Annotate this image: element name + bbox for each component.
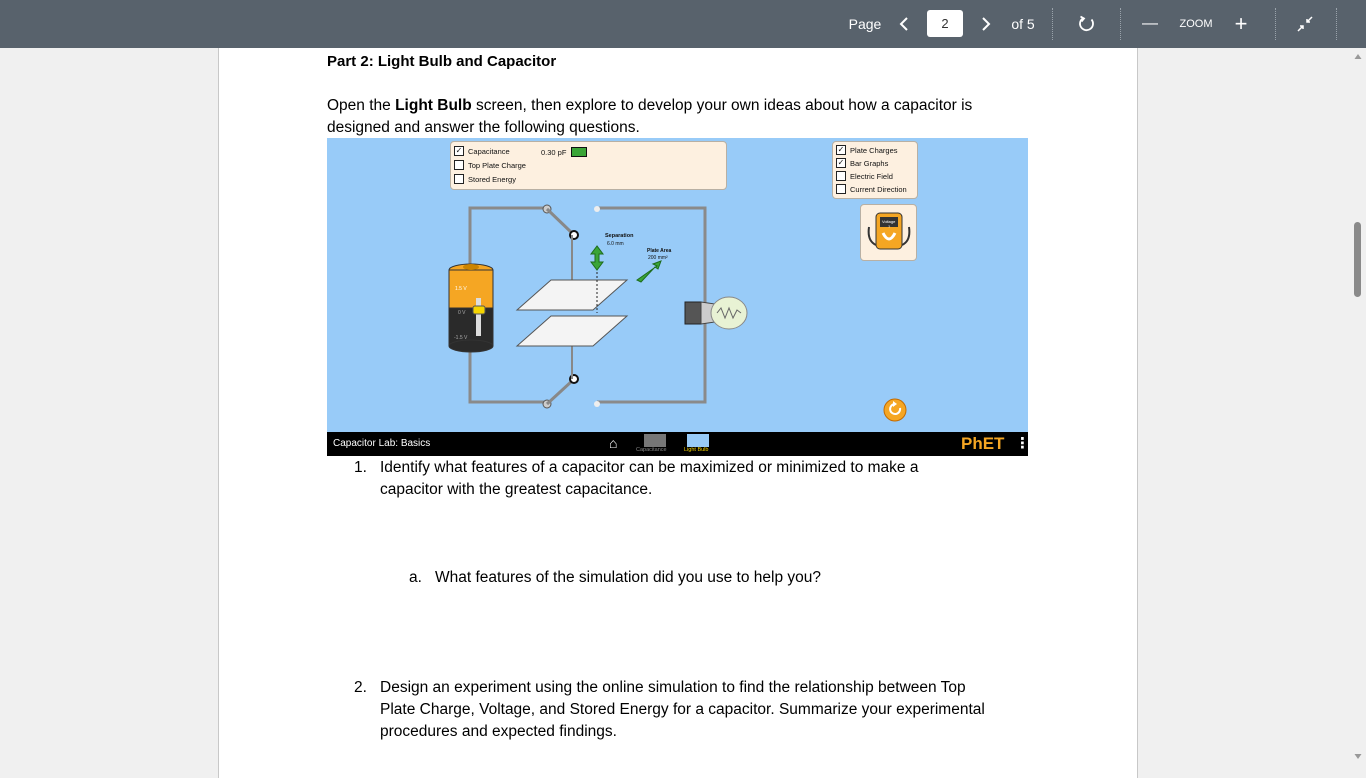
battery-voltage-mid: 0 V: [458, 310, 466, 316]
question-line: Design an experiment using the online simulation to find the relationship between Top: [380, 679, 966, 696]
collapse-icon: [1296, 15, 1314, 33]
checkbox-label: Bar Graphs: [850, 158, 889, 168]
checkbox-label: Top Plate Charge: [468, 160, 526, 170]
checkbox-label: Electric Field: [850, 171, 893, 181]
page-label: Page: [848, 16, 882, 32]
question-number: 1.: [354, 459, 367, 476]
capacitor-lab-simulation: [327, 138, 1028, 456]
intro-paragraph: [327, 95, 1027, 139]
battery-voltage-top: 1.5 V: [455, 286, 467, 292]
document-viewport: [0, 48, 1366, 768]
section-heading: Part 2: Light Bulb and Capacitor: [327, 53, 557, 70]
separation-arrow[interactable]: [591, 246, 603, 270]
intro-text: screen, then explore to develop your own ideas about how a capacitor is: [471, 97, 973, 114]
voltmeter-label: Voltage: [882, 219, 896, 224]
intro-text: Open the: [327, 97, 396, 114]
checkbox-check-icon: ✓: [837, 145, 845, 154]
question-number: 2.: [354, 679, 367, 696]
separation-value: 6.0 mm: [607, 241, 624, 247]
bottom-plate: [517, 316, 627, 346]
plate-area-arrow[interactable]: [637, 261, 661, 282]
question-number: a.: [409, 569, 422, 586]
rotate-icon: [1077, 14, 1097, 34]
home-icon[interactable]: ⌂: [609, 435, 618, 451]
intro-text: designed and answer the following questions.: [327, 119, 640, 136]
separation-label: Separation: [605, 233, 634, 239]
chevron-right-icon: [980, 16, 992, 32]
checkbox-label: Stored Energy: [468, 174, 516, 184]
checkbox-check-icon: ✓: [837, 158, 845, 167]
question-text: [380, 677, 985, 743]
question-2: [354, 677, 1034, 743]
checkbox-label: Current Direction: [850, 184, 907, 194]
light-bulb-screen-icon[interactable]: [687, 434, 709, 447]
light-bulb: [685, 297, 747, 329]
phet-menu-icon[interactable]: ⋮: [1015, 435, 1030, 452]
question-1a: [409, 567, 909, 589]
toolbar-divider: [1275, 8, 1276, 40]
screen-label-light-bulb[interactable]: Light Bulb: [684, 447, 709, 453]
checkbox-check-icon: ✓: [455, 146, 463, 155]
toolbar-divider: [1336, 8, 1337, 40]
checkbox-label: Capacitance: [468, 146, 510, 156]
next-page-button[interactable]: [975, 0, 997, 48]
reset-button[interactable]: [884, 399, 906, 421]
switch-top[interactable]: [543, 205, 600, 288]
zoom-label: ZOOM: [1179, 18, 1213, 30]
vertical-scrollbar[interactable]: [1350, 48, 1366, 768]
sim-title: Capacitor Lab: Basics: [333, 438, 431, 449]
question-1: [354, 457, 994, 501]
question-line: Identify what features of a capacitor can be maximized or minimized to make a: [380, 459, 919, 476]
scrollbar-thumb[interactable]: [1354, 222, 1361, 297]
page-number-input[interactable]: 2: [927, 10, 963, 37]
viewer-toolbar: [0, 0, 1366, 48]
phet-logo: PhET: [961, 434, 1005, 453]
page-count: of 5: [1011, 16, 1035, 32]
question-text: [380, 457, 918, 501]
document-page: [218, 48, 1138, 778]
sim-navigation-bar: [327, 432, 1028, 456]
question-line: capacitor with the greatest capacitance.: [380, 481, 653, 498]
chevron-left-icon: [898, 16, 910, 32]
plate-area-label: Plate Area: [647, 248, 672, 254]
battery-voltage-bottom: -1.5 V: [454, 335, 468, 341]
checkbox-label: Plate Charges: [850, 145, 898, 155]
circuit-diagram: [327, 138, 1028, 456]
toolbar-divider: [1052, 8, 1053, 40]
zoom-in-button[interactable]: +: [1234, 11, 1248, 36]
prev-page-button[interactable]: [893, 0, 915, 48]
toolbar-divider: [1120, 8, 1121, 40]
capacitance-value: 0.30 pF: [541, 147, 567, 157]
top-plate[interactable]: [517, 280, 627, 310]
scroll-up-arrow-icon[interactable]: [1355, 54, 1362, 59]
scrollbar-graphics: [1350, 48, 1366, 768]
zoom-out-button[interactable]: —: [1142, 15, 1158, 32]
switch-bottom[interactable]: [543, 338, 600, 408]
collapse-button[interactable]: [1293, 0, 1317, 48]
capacitance-screen-icon[interactable]: [644, 434, 666, 447]
rotate-button[interactable]: [1074, 0, 1100, 48]
scroll-down-arrow-icon[interactable]: [1355, 754, 1362, 759]
intro-bold: Light Bulb: [395, 97, 472, 114]
screen-label-capacitance[interactable]: Capacitance: [636, 447, 667, 453]
question-line: Plate Charge, Voltage, and Stored Energy for a capacitor. Summarize your experimental: [380, 701, 985, 718]
voltmeter-reading: ?: [888, 224, 891, 229]
plate-area-value: 200 mm²: [648, 255, 668, 261]
question-text: What features of the simulation did you use to help you?: [435, 569, 822, 586]
question-line: procedures and expected findings.: [380, 723, 617, 740]
